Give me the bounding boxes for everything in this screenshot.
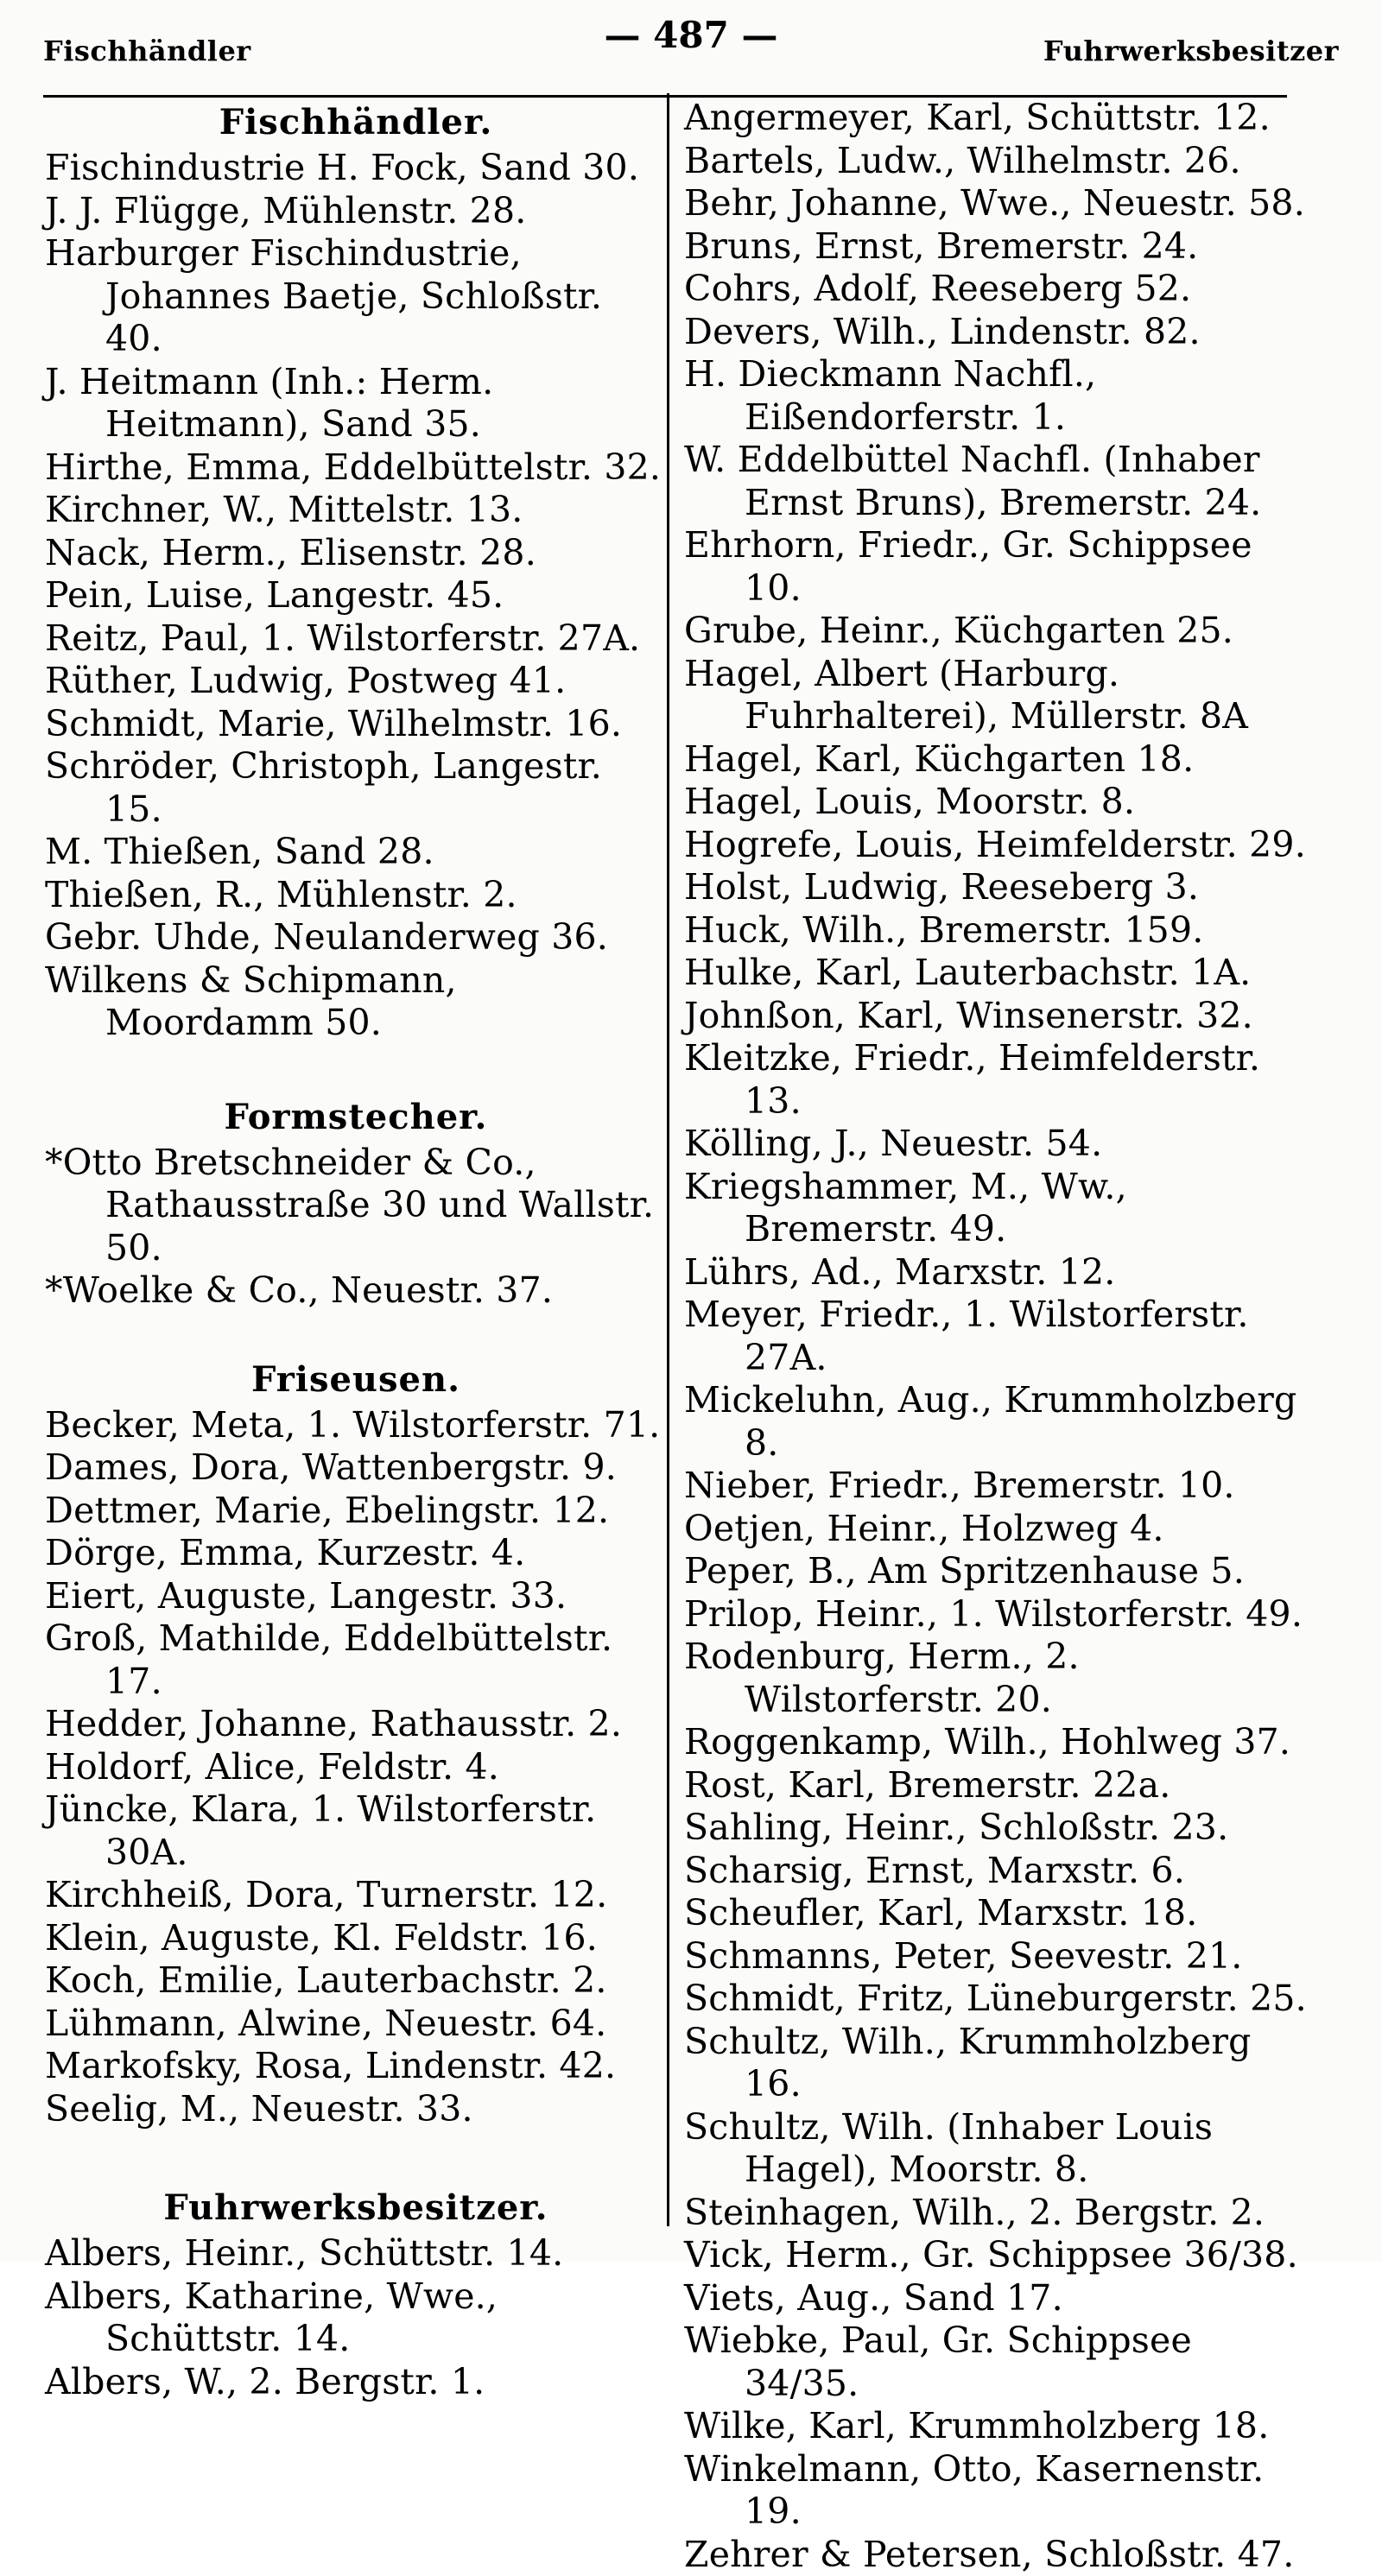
directory-entry: Peper, B., Am Spritzenhause 5. (684, 1550, 1315, 1593)
directory-entry: Rüther, Ludwig, Postweg 41. (45, 660, 667, 703)
directory-entry: *Woelke & Co., Neuestr. 37. (45, 1269, 667, 1313)
directory-entry: Markofsky, Rosa, Lindenstr. 42. (45, 2045, 667, 2088)
directory-entry: J. Heitmann (Inh.: Herm. Heitmann), Sand 35. (45, 361, 667, 446)
directory-entry: Dettmer, Marie, Ebelingstr. 12. (45, 1490, 667, 1533)
header-right-keyword: Fuhrwerksbesitzer (1043, 35, 1339, 67)
directory-entry: Pein, Luise, Langestr. 45. (45, 574, 667, 617)
directory-entry: Sahling, Heinr., Schloßstr. 23. (684, 1807, 1315, 1850)
directory-entry: Behr, Johanne, Wwe., Neuestr. 58. (684, 182, 1315, 225)
directory-entry: Cohrs, Adolf, Reeseberg 52. (684, 268, 1315, 311)
page-header (43, 10, 1339, 62)
directory-entry: Schultz, Wilh., Krummholzberg 16. (684, 2021, 1315, 2106)
entry-list (45, 2232, 667, 2403)
section-friseusen (45, 1359, 667, 2131)
directory-entry: Wilke, Karl, Krummholzberg 18. (684, 2405, 1315, 2448)
directory-entry: M. Thießen, Sand 28. (45, 831, 667, 874)
directory-entry: Dörge, Emma, Kurzestr. 4. (45, 1532, 667, 1575)
directory-entry: H. Dieckmann Nachfl., Eißendorferstr. 1. (684, 353, 1315, 439)
entry-list (684, 97, 1315, 2576)
directory-entry: Hulke, Karl, Lauterbachstr. 1A. (684, 952, 1315, 995)
entry-list (45, 1142, 667, 1313)
directory-entry: Bruns, Ernst, Bremerstr. 24. (684, 225, 1315, 269)
directory-entry: Holst, Ludwig, Reeseberg 3. (684, 866, 1315, 909)
entry-list (45, 147, 667, 1045)
header-left-keyword: Fischhändler (43, 35, 251, 67)
directory-entry: Johnßon, Karl, Winsenerstr. 32. (684, 995, 1315, 1038)
directory-entry: Kirchheiß, Dora, Turnerstr. 12. (45, 1874, 667, 1917)
directory-entry: Kirchner, W., Mittelstr. 13. (45, 489, 667, 532)
directory-entry: Nack, Herm., Elisenstr. 28. (45, 532, 667, 575)
directory-entry: Fischindustrie H. Fock, Sand 30. (45, 147, 667, 190)
directory-entry: Scharsig, Ernst, Marxstr. 6. (684, 1850, 1315, 1893)
directory-entry: Harburger Fischindustrie, Johannes Baetje, Schloßstr. 40. (45, 232, 667, 361)
column-divider (667, 93, 669, 2226)
directory-entry: Lühmann, Alwine, Neuestr. 64. (45, 2003, 667, 2046)
directory-entry: Mickeluhn, Aug., Krummholzberg 8. (684, 1379, 1315, 1465)
section-spacer (45, 1045, 667, 1092)
section-formstecher (45, 1097, 667, 1313)
directory-entry: Steinhagen, Wilh., 2. Bergstr. 2. (684, 2192, 1315, 2235)
directory-entry: Lührs, Ad., Marxstr. 12. (684, 1251, 1315, 1294)
directory-entry: Scheufler, Karl, Marxstr. 18. (684, 1892, 1315, 1935)
directory-entry: Hagel, Karl, Küchgarten 18. (684, 738, 1315, 782)
directory-entry: Kriegshammer, M., Ww., Bremerstr. 49. (684, 1166, 1315, 1251)
directory-entry: J. J. Flügge, Mühlenstr. 28. (45, 190, 667, 233)
section-spacer (45, 2130, 667, 2182)
directory-entry: Oetjen, Heinr., Holzweg 4. (684, 1508, 1315, 1551)
directory-entry: Devers, Wilh., Lindenstr. 82. (684, 311, 1315, 354)
directory-entry: Albers, Katharine, Wwe., Schüttstr. 14. (45, 2275, 667, 2361)
directory-entry: Winkelmann, Otto, Kasernenstr. 19. (684, 2448, 1315, 2534)
directory-entry: Bartels, Ludw., Wilhelmstr. 26. (684, 140, 1315, 183)
section-title: Friseusen. (45, 1359, 667, 1401)
directory-entry: Hagel, Louis, Moorstr. 8. (684, 781, 1315, 824)
directory-entry: Eiert, Auguste, Langestr. 33. (45, 1575, 667, 1618)
directory-entry: Thießen, R., Mühlenstr. 2. (45, 874, 667, 917)
section-title: Formstecher. (45, 1097, 667, 1138)
section-fuhrwerksbesitzer (45, 2187, 667, 2403)
entry-list (45, 1404, 667, 2131)
directory-entry: Groß, Mathilde, Eddelbüttelstr. 17. (45, 1617, 667, 1703)
directory-entry: Viets, Aug., Sand 17. (684, 2277, 1315, 2320)
directory-entry: Jüncke, Klara, 1. Wilstorferstr. 30A. (45, 1788, 667, 1874)
directory-entry: Dames, Dora, Wattenbergstr. 9. (45, 1446, 667, 1490)
section-fischhaendler (45, 102, 667, 1045)
left-column (45, 97, 667, 2403)
directory-entry: Koch, Emilie, Lauterbachstr. 2. (45, 1959, 667, 2003)
directory-entry: W. Eddelbüttel Nachfl. (Inhaber Ernst Bruns), Bremerstr. 24. (684, 439, 1315, 524)
directory-entry: Rodenburg, Herm., 2. Wilstorferstr. 20. (684, 1636, 1315, 1721)
directory-entry: Angermeyer, Karl, Schüttstr. 12. (684, 97, 1315, 140)
directory-entry: Meyer, Friedr., 1. Wilstorferstr. 27A. (684, 1294, 1315, 1379)
directory-entry: Albers, W., 2. Bergstr. 1. (45, 2361, 667, 2404)
directory-entry: Schmidt, Fritz, Lüneburgerstr. 25. (684, 1978, 1315, 2021)
directory-entry: *Otto Bretschneider & Co., Rathausstraße 30 und Wallstr. 50. (45, 1142, 667, 1270)
directory-entry: Ehrhorn, Friedr., Gr. Schippsee 10. (684, 524, 1315, 610)
directory-entry: Wiebke, Paul, Gr. Schippsee 34/35. (684, 2320, 1315, 2405)
directory-entry: Reitz, Paul, 1. Wilstorferstr. 27A. (45, 617, 667, 661)
directory-entry: Wilkens & Schipmann, Moordamm 50. (45, 959, 667, 1045)
directory-entry: Zehrer & Petersen, Schloßstr. 47. (684, 2534, 1315, 2576)
directory-entry: Gebr. Uhde, Neulanderweg 36. (45, 916, 667, 959)
directory-entry: Becker, Meta, 1. Wilstorferstr. 71. (45, 1404, 667, 1447)
directory-entry: Schultz, Wilh. (Inhaber Louis Hagel), Moorstr. 8. (684, 2106, 1315, 2192)
section-spacer (45, 1313, 667, 1354)
directory-entry: Rost, Karl, Bremerstr. 22a. (684, 1764, 1315, 1807)
directory-entry: Nieber, Friedr., Bremerstr. 10. (684, 1465, 1315, 1508)
directory-entry: Kleitzke, Friedr., Heimfelderstr. 13. (684, 1037, 1315, 1123)
directory-entry: Prilop, Heinr., 1. Wilstorferstr. 49. (684, 1593, 1315, 1636)
directory-entry: Roggenkamp, Wilh., Hohlweg 37. (684, 1721, 1315, 1764)
directory-entry: Schmidt, Marie, Wilhelmstr. 16. (45, 703, 667, 746)
directory-entry: Schröder, Christoph, Langestr. 15. (45, 745, 667, 831)
directory-entry: Kölling, J., Neuestr. 54. (684, 1123, 1315, 1166)
directory-entry: Grube, Heinr., Küchgarten 25. (684, 610, 1315, 653)
section-title: Fuhrwerksbesitzer. (45, 2187, 667, 2229)
directory-entry: Seelig, M., Neuestr. 33. (45, 2088, 667, 2131)
directory-entry: Vick, Herm., Gr. Schippsee 36/38. (684, 2234, 1315, 2277)
directory-entry: Holdorf, Alice, Feldstr. 4. (45, 1746, 667, 1789)
right-column (684, 97, 1315, 2576)
directory-entry: Hedder, Johanne, Rathausstr. 2. (45, 1703, 667, 1746)
directory-entry: Hirthe, Emma, Eddelbüttelstr. 32. (45, 446, 667, 490)
page-number: — 487 — (43, 14, 1339, 56)
directory-entry: Schmanns, Peter, Seevestr. 21. (684, 1935, 1315, 1978)
directory-entry: Hogrefe, Louis, Heimfelderstr. 29. (684, 824, 1315, 867)
directory-entry: Klein, Auguste, Kl. Feldstr. 16. (45, 1917, 667, 1960)
directory-entry: Hagel, Albert (Harburg. Fuhrhalterei), Müllerstr. 8A (684, 653, 1315, 738)
directory-entry: Huck, Wilh., Bremerstr. 159. (684, 909, 1315, 953)
section-title: Fischhändler. (45, 102, 667, 143)
directory-entry: Albers, Heinr., Schüttstr. 14. (45, 2232, 667, 2275)
